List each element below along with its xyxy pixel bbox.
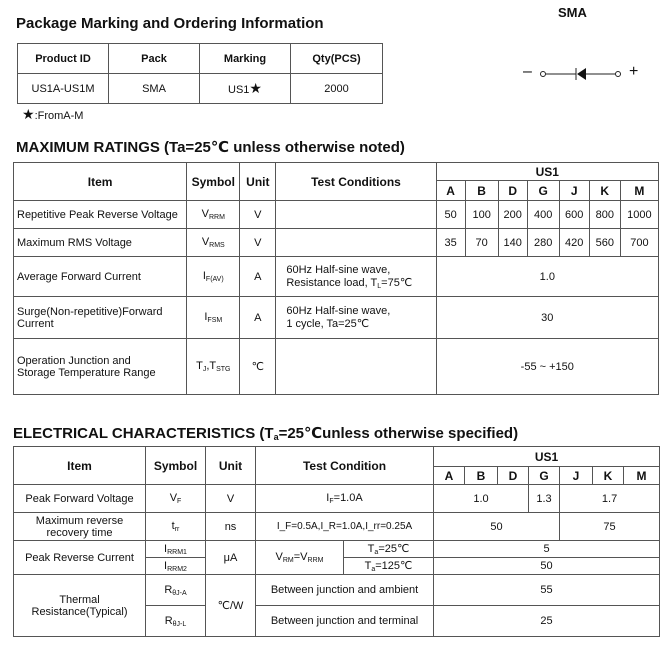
table-row: Peak Forward Voltage $V_F$ V $I_F=1.0A$ 1.0 1.3 1.7 — [14, 485, 660, 513]
pkg-pack: SMA — [109, 74, 200, 104]
pkg-qty: 2000 — [291, 74, 383, 104]
mr-grade: J — [559, 181, 589, 201]
mr-grade: D — [498, 181, 527, 201]
table-row: Surge(Non-repetitive)Forward Current $I_{FSM}$ A 60Hz Half-sine wave, 1 cycle, Ta=25℃ 30 — [14, 297, 659, 339]
mr-header-item: Item — [14, 163, 187, 201]
ec-grade: J — [560, 467, 593, 485]
cathode-minus-label: – — [523, 63, 532, 80]
pkg-product-id: US1A-US1M — [18, 74, 109, 104]
ec-grade: D — [498, 467, 529, 485]
mr-header-symbol: Symbol — [187, 163, 240, 201]
table-row: Operation Junction and Storage Temperature Range $T_J,T_{STG}$ ℃ -55 ~ +150 — [14, 339, 659, 395]
table-row: $R_{\theta J-L}$ Between junction and terminal 25 — [14, 606, 660, 637]
ec-header-symbol: Symbol — [146, 447, 206, 485]
star-icon: ★ — [249, 80, 262, 96]
pkg-header-qty: Qty(PCS) — [291, 44, 383, 74]
pkg-header-marking: Marking — [200, 44, 291, 74]
ec-grade: G — [529, 467, 560, 485]
package-table — [17, 43, 383, 104]
table-row: Thermal Resistance(Typical) $R_{\theta J-A}$ ℃/W Between junction and ambient 55 — [14, 575, 660, 606]
pkg-header-product: Product ID — [18, 44, 109, 74]
ec-grade: K — [593, 467, 624, 485]
ec-header-unit: Unit — [206, 447, 256, 485]
ec-header-item: Item — [14, 447, 146, 485]
mr-grade: M — [620, 181, 658, 201]
max-ratings-table — [13, 162, 659, 395]
table-row: Peak Reverse Current $I_{RRM1}$ μA $V_{RM}=V_{RRM}$ $T_a=25℃$ 5 — [14, 541, 660, 558]
pkg-header-pack: Pack — [109, 44, 200, 74]
star-icon: ★ — [22, 106, 35, 122]
mr-header-test: Test Conditions — [276, 163, 436, 201]
pkg-marking: US1★ — [200, 74, 291, 104]
table-row: Maximum reverse recovery time $t_{rr}$ ns I_F=0.5A,I_R=1.0A,I_rr=0.25A 50 75 — [14, 513, 660, 541]
diode-symbol-icon — [538, 64, 628, 84]
mr-grade: K — [589, 181, 620, 201]
ec-grade: A — [434, 467, 465, 485]
anode-plus-label: + — [629, 63, 639, 80]
package-title: Package Marking and Ordering Information — [16, 15, 324, 32]
package-type-label: SMA — [558, 5, 587, 20]
package-note: ★:FromA-M — [22, 106, 84, 122]
elec-table — [13, 446, 660, 637]
mr-grade: A — [436, 181, 465, 201]
table-row: Average Forward Current $I_{F(AV)}$ A 60Hz Half-sine wave, Resistance load, $T_L=75℃$ 1.0 — [14, 257, 659, 297]
mr-grade: G — [527, 181, 559, 201]
table-row: Maximum RMS Voltage $V_{RMS}$ V 35 70 140 280 420 560 700 — [14, 229, 659, 257]
ec-header-group: US1 — [434, 447, 660, 467]
ec-grade: M — [624, 467, 660, 485]
ec-header-test: Test Condition — [256, 447, 434, 485]
mr-header-unit: Unit — [240, 163, 276, 201]
max-ratings-title: MAXIMUM RATINGS (Ta=25℃ unless otherwise noted) — [16, 139, 405, 156]
mr-header-group: US1 — [436, 163, 658, 181]
elec-title: ELECTRICAL CHARACTERISTICS ($T_a=25℃unless$ otherwise specified) — [13, 425, 519, 442]
ec-grade: B — [465, 467, 498, 485]
table-row: $I_{RRM2}$ $T_a=125℃$ 50 — [14, 558, 660, 575]
mr-grade: B — [465, 181, 498, 201]
table-row: Repetitive Peak Reverse Voltage $V_{RRM}$ V 50 100 200 400 600 800 1000 — [14, 201, 659, 229]
